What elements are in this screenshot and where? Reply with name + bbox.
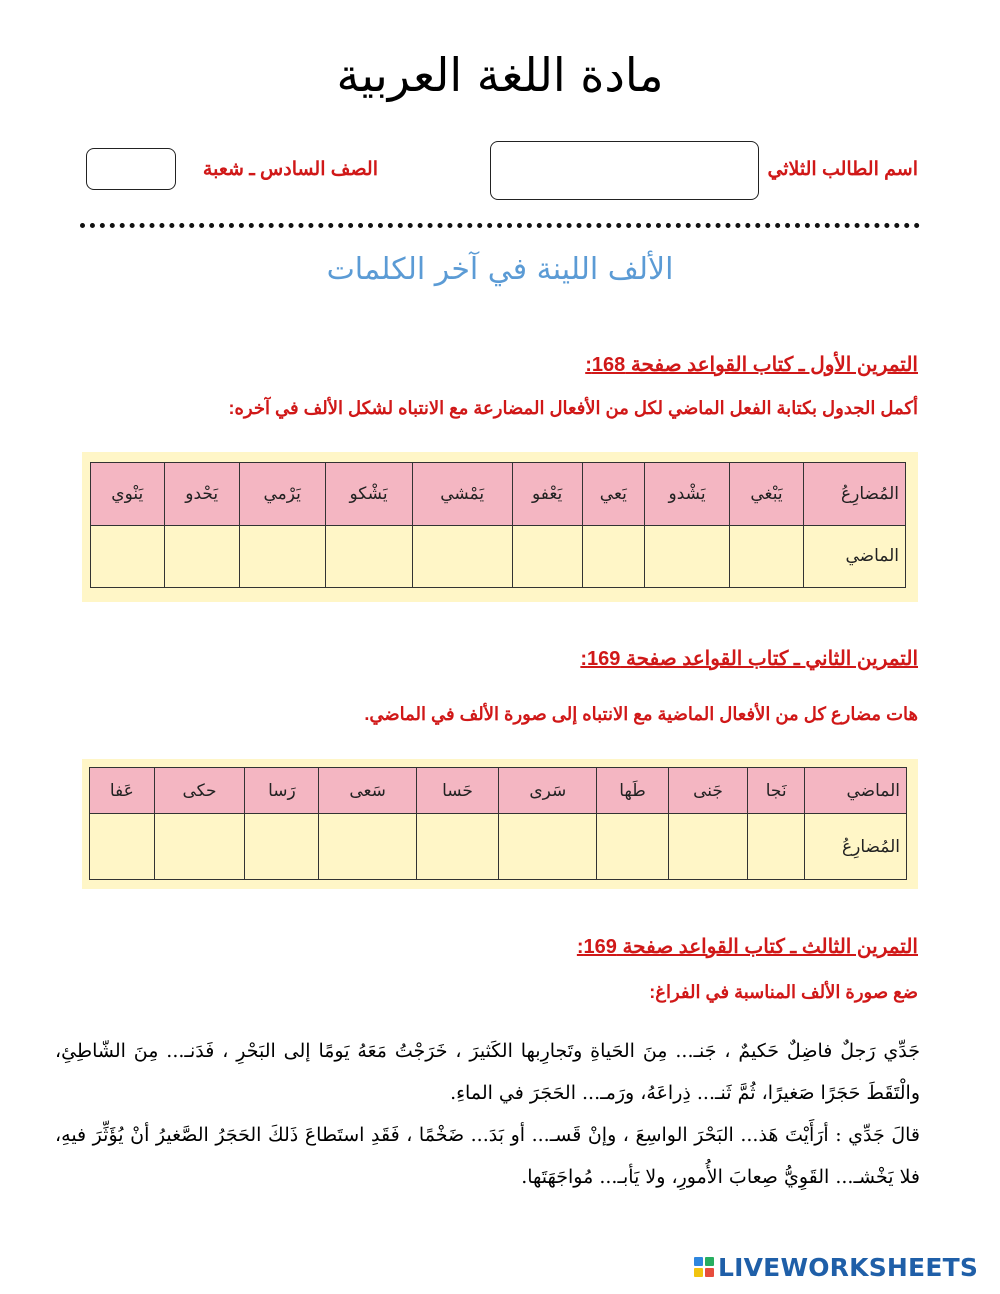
exercise3-passage bbox=[55, 1030, 920, 1198]
exercise1-answer-cell[interactable] bbox=[164, 525, 239, 588]
brand-name: LIVEWORKSHEETS bbox=[718, 1252, 979, 1282]
exercise2-answer-cell[interactable] bbox=[499, 814, 597, 880]
exercise1-instruction: أكمل الجدول بكتابة الفعل الماضي لكل من الأفعال المضارعة مع الانتباه لشكل الألف في آخره: bbox=[228, 398, 918, 418]
exercise1-row-label-present: المُضارِعُ bbox=[804, 463, 906, 526]
lesson-subtitle: الألف اللينة في آخر الكلمات bbox=[326, 252, 674, 287]
exercise1-table bbox=[90, 462, 906, 588]
exercise2-answer-cell[interactable] bbox=[319, 814, 416, 880]
exercise2-word: رَسا bbox=[245, 768, 319, 814]
brand-icon bbox=[694, 1257, 714, 1277]
divider bbox=[80, 223, 920, 228]
exercise3-heading: التمرين الثالث ـ كتاب القواعد صفحة 169: bbox=[576, 936, 918, 958]
exercise2-row-label-past: الماضي bbox=[805, 768, 907, 814]
exercise2-heading: التمرين الثاني ـ كتاب القواعد صفحة 169: bbox=[580, 648, 918, 670]
exercise2-answer-cell[interactable] bbox=[416, 814, 498, 880]
exercise1-word: يَشْدو bbox=[645, 463, 730, 526]
exercise2-instruction: هات مضارع كل من الأفعال الماضية مع الانتباه إلى صورة الألف في الماضي. bbox=[364, 704, 918, 724]
exercise1-word: يَعْفو bbox=[512, 463, 582, 526]
exercise1-word: يَبْغي bbox=[729, 463, 803, 526]
exercise1-word: يَشْكو bbox=[325, 463, 412, 526]
exercise1-word: يَمْشي bbox=[412, 463, 512, 526]
exercise2-answer-cell[interactable] bbox=[668, 814, 748, 880]
exercise2-answer-cell[interactable] bbox=[154, 814, 245, 880]
exercise2-word: عَفا bbox=[90, 768, 155, 814]
student-name-input[interactable] bbox=[490, 141, 759, 200]
grade-label: الصف السادس ـ شعبة bbox=[202, 159, 378, 180]
exercise1-answer-cell[interactable] bbox=[582, 525, 645, 588]
exercise1-heading: التمرين الأول ـ كتاب القواعد صفحة 168: bbox=[585, 354, 918, 376]
exercise2-word: طَها bbox=[597, 768, 668, 814]
exercise2-answer-cell[interactable] bbox=[748, 814, 805, 880]
exercise1-word: يَحْدو bbox=[164, 463, 239, 526]
exercise1-answer-cell[interactable] bbox=[512, 525, 582, 588]
exercise2-word: سَعى bbox=[319, 768, 416, 814]
student-name-label: اسم الطالب الثلاثي bbox=[767, 159, 918, 180]
exercise2-answer-cell[interactable] bbox=[245, 814, 319, 880]
liveworksheets-logo bbox=[694, 1252, 978, 1282]
exercise2-word: نَجا bbox=[748, 768, 805, 814]
exercise2-table bbox=[89, 767, 907, 880]
exercise2-word: سَرى bbox=[499, 768, 597, 814]
exercise1-answer-cell[interactable] bbox=[729, 525, 803, 588]
exercise1-word: يَنْوي bbox=[91, 463, 165, 526]
exercise1-answer-cell[interactable] bbox=[239, 525, 325, 588]
exercise1-table-frame bbox=[82, 452, 918, 602]
exercise1-answer-cell[interactable] bbox=[645, 525, 730, 588]
exercise3-paragraph-2: قالَ جَدِّي : أرَأَيْتَ هَذ... البَحْرَ الواسِعَ ، وإنْ قَسـ... أو بَدَ... ضَخْمًا ، فَقَدِ استَطاعَ ذَلكَ الحَجَرُ الصَّغيرُ أنْ يُؤَثِّرَ فيهِ، فلا يَخْشـ... القَوِيُّ صِعابَ الأُمورِ، ولا يَأبـ... مُواجَهَتَها. bbox=[55, 1124, 920, 1188]
exercise2-row-label-present: المُضارِعُ bbox=[805, 814, 907, 880]
exercise2-word: جَنى bbox=[668, 768, 748, 814]
exercise1-word: يَرْمي bbox=[239, 463, 325, 526]
exercise1-answer-cell[interactable] bbox=[325, 525, 412, 588]
exercise1-row-label-past: الماضي bbox=[804, 525, 906, 588]
exercise2-answer-cell[interactable] bbox=[597, 814, 668, 880]
exercise3-instruction: ضع صورة الألف المناسبة في الفراغ: bbox=[649, 982, 918, 1002]
exercise1-answer-cell[interactable] bbox=[412, 525, 512, 588]
exercise2-table-frame bbox=[82, 759, 918, 889]
exercise2-word: حَسا bbox=[416, 768, 498, 814]
exercise2-answer-cell[interactable] bbox=[90, 814, 155, 880]
exercise2-word: حكى bbox=[154, 768, 245, 814]
page-title: مادة اللغة العربية bbox=[336, 48, 664, 102]
section-input[interactable] bbox=[86, 148, 176, 190]
exercise1-word: يَعي bbox=[582, 463, 645, 526]
exercise3-paragraph-1: جَدِّي رَجلٌ فاضِلٌ حَكيمٌ ، جَنـ... مِنَ الحَياةِ وتَجارِبها الكَثيرَ ، خَرَجْتُ مَعَهُ يَومًا إلى البَحْرِ ، فَدَنـ... مِنَ الشّاطِئِ، والْتَقَطَ حَجَرًا صَغيرًا، ثُمَّ ثَنـ... ذِراعَهُ، ورَمـ... الحَجَرَ في الماءِ. bbox=[55, 1040, 920, 1104]
exercise1-answer-cell[interactable] bbox=[91, 525, 165, 588]
